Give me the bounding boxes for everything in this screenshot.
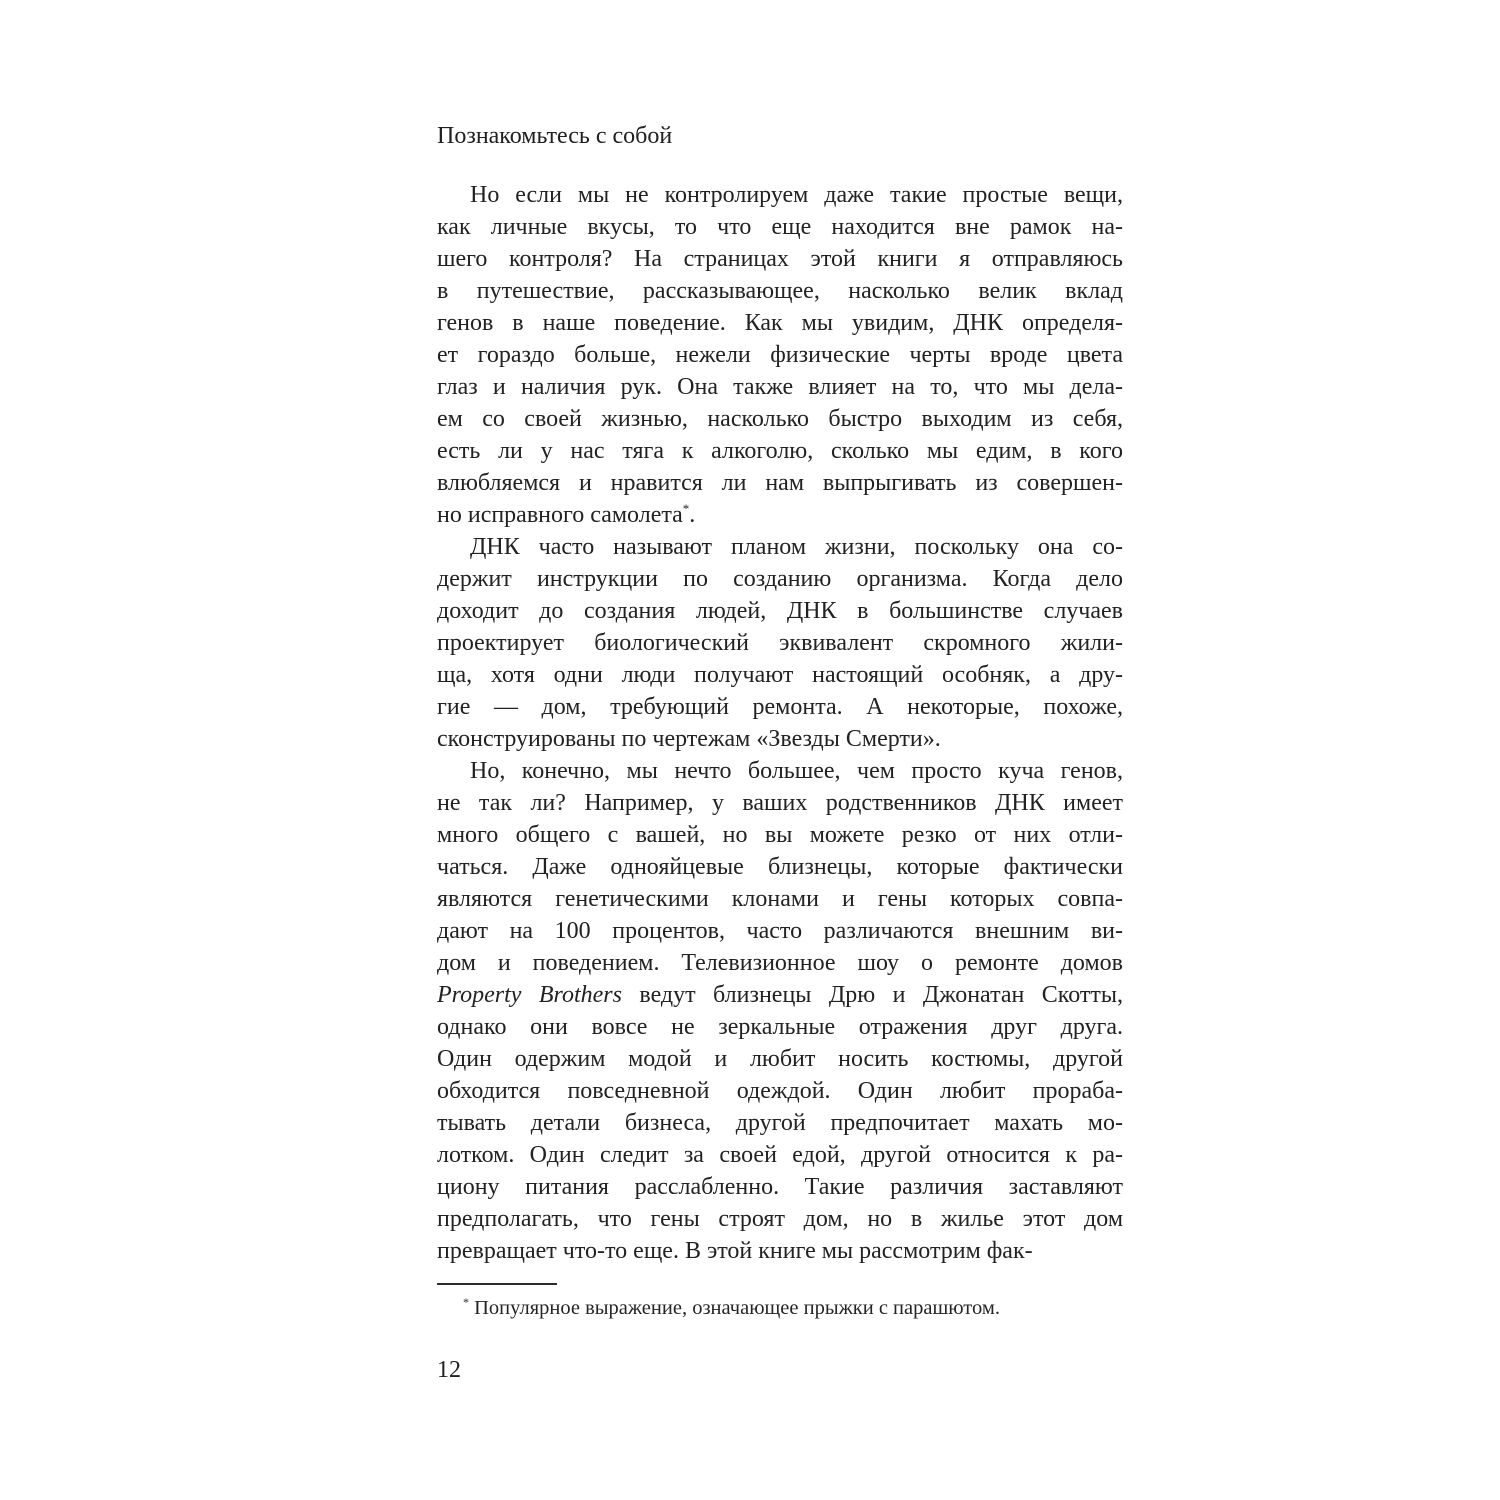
text-segment: ведут близнецы Дрю и Джонатан Скотты, [639, 982, 1124, 1008]
text-line [437, 595, 1123, 627]
text-segment: влюбляемся и нравится ли нам выпрыгивать из совершен- [437, 470, 1123, 496]
text-line [437, 723, 1123, 755]
text-segment: Но, конечно, мы нечто большее, чем просто куча генов, [470, 758, 1123, 784]
text-segment: доходит до создания людей, ДНК в большинстве случаев [437, 598, 1123, 624]
text-line [437, 1107, 1123, 1139]
text-segment: чаться. Даже однояйцевые близнецы, которые фактически [437, 854, 1123, 880]
text-line [437, 787, 1123, 819]
text-segment: являются генетическими клонами и гены которых совпа- [437, 886, 1123, 912]
text-line [437, 627, 1123, 659]
text-segment: дают на 100 процентов, часто различаются внешним ви- [437, 918, 1123, 944]
text-segment: гие — дом, требующий ремонта. А некоторые, похоже, [437, 694, 1123, 720]
text-line [437, 435, 1123, 467]
text-segment: циону питания расслабленно. Такие различия заставляют [437, 1174, 1123, 1200]
text-line [437, 947, 1123, 979]
footnote-text: Популярное выражение, означающее прыжки с парашютом. [474, 1297, 1000, 1319]
text-segment: шего контроля? На страницах этой книги я отправляюсь [437, 246, 1123, 272]
text-segment: глаз и наличия рук. Она также влияет на то, что мы дела- [437, 374, 1123, 400]
text-line [437, 243, 1123, 275]
text-segment: как личные вкусы, то что еще находится вне рамок на- [437, 214, 1123, 240]
text-line [437, 1011, 1123, 1043]
footnote-reference: * [682, 501, 690, 516]
running-header: Познакомьтесь с собой [437, 123, 673, 149]
text-segment: сконструированы по чертежам «Звезды Смерти». [437, 726, 941, 752]
text-segment: проектирует биологический эквивалент скромного жили- [437, 630, 1123, 656]
text-segment: ща, хотя одни люди получают настоящий особняк, а дру- [437, 662, 1123, 688]
text-line [437, 403, 1123, 435]
text-segment: превращает что-то еще. В этой книге мы рассмотрим фак- [437, 1238, 1033, 1264]
text-line [437, 1075, 1123, 1107]
text-line [437, 211, 1123, 243]
text-line [437, 531, 1123, 563]
text-segment: предполагать, что гены строят дом, но в жилье этот дом [437, 1206, 1123, 1232]
text-line [437, 1203, 1123, 1235]
text-line [437, 915, 1123, 947]
text-line [437, 979, 1123, 1011]
text-line [437, 1043, 1123, 1075]
text-segment: лотком. Один следит за своей едой, другой относится к ра- [437, 1142, 1123, 1168]
text-segment: ет гораздо больше, нежели физические черты вроде цвета [437, 342, 1123, 368]
text-segment: держит инструкции по созданию организма. Когда дело [437, 566, 1123, 592]
text-segment: однако они вовсе не зеркальные отражения друг друга. [437, 1014, 1123, 1040]
text-segment: не так ли? Например, у ваших родственников ДНК имеет [437, 790, 1123, 816]
text-line [437, 307, 1123, 339]
footnote [437, 1294, 1123, 1323]
text-segment: Но если мы не контролируем даже такие простые вещи, [470, 182, 1123, 208]
text-segment: много общего с вашей, но вы можете резко от них отли- [437, 822, 1123, 848]
page-number: 12 [437, 1357, 461, 1383]
text-line [437, 1235, 1123, 1267]
body-text [437, 179, 1123, 1267]
text-line [437, 883, 1123, 915]
text-line [437, 851, 1123, 883]
text-line [437, 1139, 1123, 1171]
text-segment: . [689, 502, 696, 528]
text-segment: генов в наше поведение. Как мы увидим, ДНК определя- [437, 310, 1123, 336]
text-line [437, 499, 1123, 531]
text-line [437, 339, 1123, 371]
italic-show-title: Property Brothers [437, 982, 640, 1008]
text-line [437, 371, 1123, 403]
text-line [437, 275, 1123, 307]
footnote-marker: * [463, 1295, 469, 1310]
text-line [437, 179, 1123, 211]
text-column [437, 121, 1123, 1385]
text-segment: дом и поведением. Телевизионное шоу о ремонте домов [437, 950, 1123, 976]
text-segment: тывать детали бизнеса, другой предпочитает махать мо- [437, 1110, 1123, 1136]
footnote-separator [437, 1283, 557, 1285]
text-segment: ем со своей жизнью, насколько быстро выходим из себя, [437, 406, 1123, 432]
text-segment: Один одержим модой и любит носить костюмы, другой [437, 1046, 1123, 1072]
text-line [437, 755, 1123, 787]
text-line [437, 819, 1123, 851]
text-line [437, 467, 1123, 499]
text-line [437, 1171, 1123, 1203]
text-segment: есть ли у нас тяга к алкоголю, сколько мы едим, в кого [437, 438, 1123, 464]
text-line [437, 691, 1123, 723]
text-segment: ДНК часто называют планом жизни, поскольку она со- [470, 534, 1123, 560]
text-line [437, 563, 1123, 595]
text-line [437, 659, 1123, 691]
text-segment: в путешествие, рассказывающее, насколько велик вклад [437, 278, 1123, 304]
text-segment: но исправного самолета [437, 502, 683, 528]
text-segment: обходится повседневной одеждой. Один любит прораба- [437, 1078, 1123, 1104]
